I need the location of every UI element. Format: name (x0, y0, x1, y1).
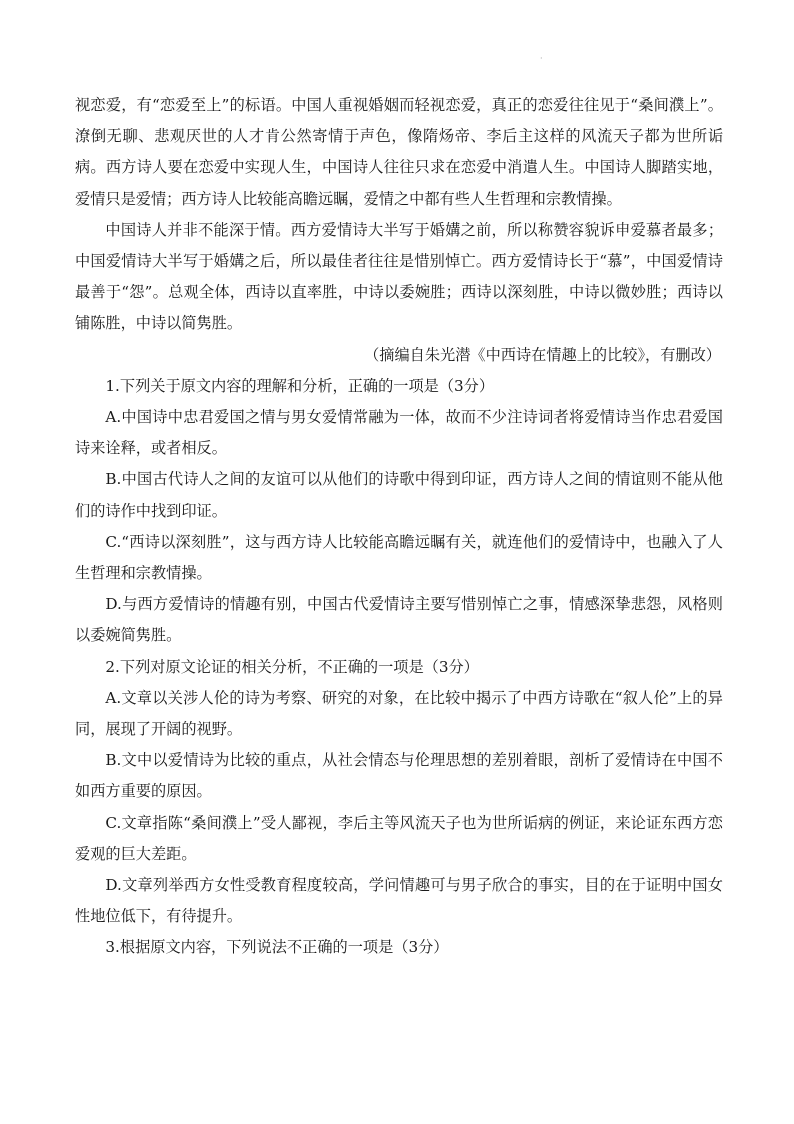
question-1-option-b: B.中国古代诗人之间的友谊可以从他们的诗歌中得到印证，西方诗人之间的情谊则不能从他们的诗作中找到印证。 (75, 470, 723, 520)
passage-paragraph-1: 视恋爱，有“恋爱至上”的标语。中国人重视婚姻而轻视恋爱，真正的恋爱往往见于“桑间濮上”。潦倒无聊、悲观厌世的人才肯公然寄情于声色，像隋炀帝、李后主这样的风流天子都为世所诟病。西方诗人要在恋爱中实现人生，中国诗人往往只求在恋爱中消遣人生。中国诗人脚踏实地，爱情只是爱情；西方诗人比较能高瞻远瞩，爱情之中都有些人生哲理和宗教情操。 (75, 96, 723, 208)
question-3-stem: 3.根据原文内容，下列说法不正确的一项是（3分） (105, 938, 449, 957)
question-1-option-d: D.与西方爱情诗的情趣有别，中国古代爱情诗主要写惜别悼亡之事，情感深挚悲怨，风格则以委婉简隽胜。 (75, 595, 723, 645)
question-2-option-a: A.文章以关涉人伦的诗为考察、研究的对象，在比较中揭示了中西方诗歌在“叙人伦”上的异同，展现了开阔的视野。 (75, 688, 723, 739)
question-1-option-a: A.中国诗中忠君爱国之情与男女爱情常融为一体，故而不少注诗词者将爱情诗当作忠君爱国诗来诠释，或者相反。 (75, 408, 723, 458)
question-1-option-c: C.“西诗以深刻胜”，这与西方诗人比较能高瞻远瞩有关，就连他们的爱情诗中，也融入了人生哲理和宗教情操。 (75, 532, 723, 583)
question-1-stem: 1.下列关于原文内容的理解和分析，正确的一项是（3分） (105, 376, 495, 395)
question-2-option-c: C.文章指陈“桑间濮上”受人鄙视，李后主等风流天子也为世所诟病的例证，来论证东西方恋爱观的巨大差距。 (75, 813, 723, 863)
question-2-stem: 2.下列对原文论证的相关分析，不正确的一项是（3分） (105, 657, 479, 676)
passage-paragraph-2: 中国诗人并非不能深于情。西方爱情诗大半写于婚媾之前，所以称赞容貌诉申爱慕者最多；中国爱情诗大半写于婚媾之后，所以最佳者往往是惜别悼亡。西方爱情诗长于“慕”，中国爱情诗最善于“怨”。总观全体，西诗以直率胜，中诗以委婉胜；西诗以深刻胜，中诗以微妙胜；西诗以铺陈胜，中诗以简隽胜。 (75, 220, 723, 333)
question-2-option-d: D.文章列举西方女性受教育程度较高，学问情趣可与男子欣合的事实，目的在于证明中国女性地位低下，有待提升。 (75, 876, 723, 926)
scan-dot-mark: · (540, 54, 543, 63)
passage-source: （摘编自朱光潜《中西诗在情趣上的比较》，有删改） (364, 345, 721, 364)
exam-page (75, 90, 723, 964)
question-2-option-b: B.文中以爱情诗为比较的重点，从社会情态与伦理思想的差别着眼，剖析了爱情诗在中国不如西方重要的原因。 (75, 751, 723, 801)
